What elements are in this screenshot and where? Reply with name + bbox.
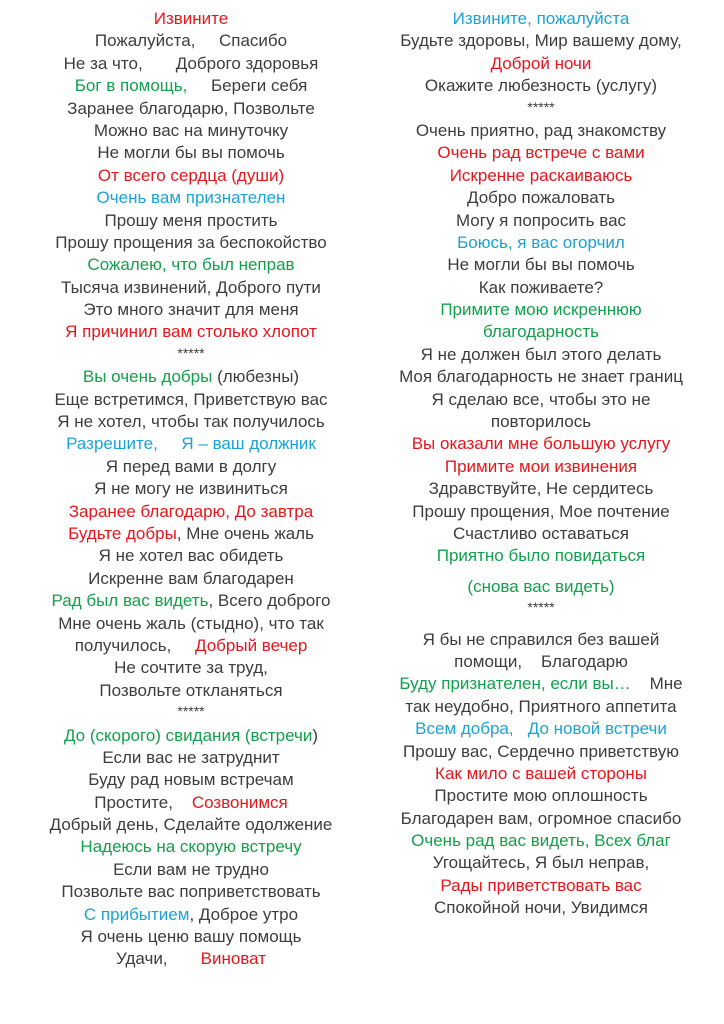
left-phrase-line <box>10 680 372 702</box>
phrase-text: До (скорого) свидания (встречи <box>63 725 313 745</box>
left-phrase-line <box>10 501 372 523</box>
phrase-text: Искренне вам благодарен <box>88 568 294 588</box>
left-phrase-line <box>10 725 372 747</box>
right-phrase-line <box>368 501 714 523</box>
phrase-text: Не за что, Доброго здоровья <box>63 53 319 73</box>
phrase-text: Будьте здоровы, Мир вашему дому, <box>400 31 682 51</box>
right-phrase-line <box>368 651 714 673</box>
left-phrase-line <box>10 792 372 814</box>
right-phrase-line <box>368 696 714 718</box>
left-phrase-line <box>10 366 372 388</box>
phrase-text: От всего сердца (души) <box>97 165 285 185</box>
left-phrase-line <box>10 30 372 52</box>
right-phrase-line <box>368 366 714 388</box>
left-phrase-line <box>10 53 372 75</box>
right-phrase-line <box>368 344 714 366</box>
phrase-text: Это много значит для меня <box>83 300 299 320</box>
right-phrase-line <box>368 523 714 545</box>
phrase-text: Прошу прощения, Мое почтение <box>412 501 670 521</box>
phrase-text: Позвольте откланяться <box>99 680 283 700</box>
right-phrase-line <box>368 456 714 478</box>
left-phrase-line <box>10 254 372 276</box>
phrase-text: Извините <box>153 9 229 28</box>
phrase-text: Прошу вас, Сердечно приветствую <box>403 741 679 761</box>
phrase-text: (снова вас видеть) <box>467 576 615 596</box>
left-phrase-line <box>10 321 372 343</box>
phrase-text: Счастливо оставаться <box>452 523 630 543</box>
right-phrase-line <box>368 8 714 30</box>
phrase-text: Здравствуйте, Не сердитесь <box>428 479 654 499</box>
left-phrase-line <box>10 926 372 948</box>
left-phrase-line <box>10 836 372 858</box>
right-phrase-line <box>368 673 714 695</box>
phrase-text: Я причинил вам столько хлопот <box>65 322 317 342</box>
phrase-text: Доброй ночи <box>490 53 592 73</box>
right-phrase-line <box>368 852 714 874</box>
phrase-text: Спокойной ночи, Увидимся <box>433 898 649 918</box>
left-phrase-line <box>10 747 372 769</box>
left-phrase-line <box>10 277 372 299</box>
right-phrase-line <box>368 433 714 455</box>
section-separator: ***** <box>177 703 205 720</box>
right-phrase-line <box>368 254 714 276</box>
phrase-text: Я очень ценю вашу помощь <box>80 927 302 947</box>
left-phrase-line <box>10 590 372 612</box>
phrase-text: Еще встретимся, Приветствую вас <box>54 389 328 409</box>
phrase-text: Рады приветствовать вас <box>440 875 642 895</box>
phrase-text: (любезны) <box>212 367 300 387</box>
right-phrase-line <box>368 210 714 232</box>
right-phrase-line <box>368 763 714 785</box>
phrase-text: Моя благодарность не знает границ <box>399 367 683 387</box>
left-phrase-line <box>10 635 372 657</box>
phrase-text: Я не хотел, чтобы так получилось <box>57 412 325 432</box>
phrase-text: Простите мою оплошность <box>434 786 648 806</box>
phrase-text: Пожалуйста, Спасибо <box>94 31 288 51</box>
right-phrase-line <box>368 142 714 164</box>
left-phrase-line <box>10 881 372 903</box>
phrase-text: Будьте добры <box>68 523 177 543</box>
left-phrase-line <box>10 433 372 455</box>
phrase-text: Виноват <box>200 949 266 969</box>
phrase-text: Я не могу не извиниться <box>94 479 288 499</box>
phrase-text: Заранее благодарю, До завтра <box>68 501 314 521</box>
right-phrase-line <box>368 277 714 299</box>
left-phrase-line <box>10 769 372 791</box>
phrase-text: получилось, <box>74 635 196 655</box>
phrase-text: Вы оказали мне большую услугу <box>411 434 671 454</box>
phrase-text: Добрый вечер <box>195 635 308 655</box>
phrase-text: Простите, <box>94 792 192 812</box>
left-phrase-line <box>10 232 372 254</box>
phrase-text: Как поживаете? <box>478 277 604 297</box>
phrase-text: Примите мои извинения <box>444 456 638 476</box>
phrase-text: Очень приятно, рад знакомству <box>415 120 667 140</box>
left-phrase-line <box>10 142 372 164</box>
phrase-text: Благодарен вам, огромное спасибо <box>400 808 682 828</box>
phrase-text: Мне <box>630 674 683 694</box>
phrase-text: , Доброе утро <box>189 904 299 924</box>
right-column <box>368 8 714 920</box>
right-phrase-line <box>368 830 714 852</box>
phrase-text: Буду признателен, если вы… <box>399 674 631 694</box>
phrase-text: Примите мою искреннюю <box>440 300 642 320</box>
phrase-text: Рад был вас видеть <box>51 591 209 611</box>
left-phrase-line <box>10 299 372 321</box>
phrase-text: Тысяча извинений, Доброго пути <box>61 277 321 297</box>
phrase-text: Извините, пожалуйста <box>452 9 630 28</box>
phrase-text: ) <box>312 725 319 745</box>
phrase-text: Можно вас на минуточку <box>93 120 289 140</box>
right-phrase-line <box>368 897 714 919</box>
right-phrase-line <box>368 785 714 807</box>
phrase-text: Добрый день, Сделайте одолжение <box>49 815 333 835</box>
phrase-text: , Всего доброго <box>208 591 331 611</box>
phrase-text: Я не хотел вас обидеть <box>98 546 284 566</box>
phrase-text: Заранее благодарю, Позвольте <box>67 98 315 118</box>
phrase-text: так неудобно, Приятного аппетита <box>405 696 677 716</box>
left-phrase-line <box>10 120 372 142</box>
phrase-text: Очень вам признателен <box>96 188 286 208</box>
left-phrase-line <box>10 187 372 209</box>
phrase-text: помощи, Благодарю <box>454 651 628 671</box>
phrase-text: Я бы не справился без вашей <box>422 629 660 649</box>
section-separator: ***** <box>527 599 555 616</box>
left-phrase-line <box>10 165 372 187</box>
phrase-text: Бог в помощь, <box>74 76 188 96</box>
right-phrase-line <box>368 875 714 897</box>
right-phrase-line <box>368 576 714 598</box>
phrase-text: Я перед вами в долгу <box>105 456 277 476</box>
phrase-text: Прошу меня простить <box>104 210 278 230</box>
left-phrase-line <box>10 657 372 679</box>
phrase-text: Угощайтесь, Я был неправ, <box>432 853 650 873</box>
section-separator: ***** <box>177 344 205 361</box>
phrase-text: , Мне очень жаль <box>176 523 314 543</box>
left-phrase-line <box>10 98 372 120</box>
phrase-text: Сожалею, что был неправ <box>87 255 295 275</box>
phrase-text: Всем добра, До новой встречи <box>415 719 667 739</box>
left-column <box>10 8 372 971</box>
left-phrase-line <box>10 523 372 545</box>
right-phrase-line <box>368 411 714 433</box>
left-phrase-line <box>10 859 372 881</box>
phrase-text: Не могли бы вы помочь <box>97 143 285 163</box>
phrase-text: Буду рад новым встречам <box>88 770 294 790</box>
right-phrase-line <box>368 545 714 567</box>
phrase-text: Береги себя <box>187 76 308 96</box>
phrase-text: Искренне раскаиваюсь <box>449 165 633 185</box>
phrase-text: Удачи, <box>115 949 201 969</box>
left-phrase-line <box>10 75 372 97</box>
right-phrase-line <box>368 75 714 97</box>
right-phrase-line <box>368 629 714 651</box>
phrase-text: Не могли бы вы помочь <box>447 255 635 275</box>
right-phrase-line <box>368 321 714 343</box>
left-phrase-line <box>10 948 372 970</box>
left-phrase-line <box>10 814 372 836</box>
phrase-text: Могу я попросить вас <box>455 210 627 230</box>
phrase-text: Если вам не трудно <box>113 859 269 879</box>
right-phrase-line <box>368 120 714 142</box>
left-phrase-line <box>10 904 372 926</box>
phrase-text: Позвольте вас поприветствовать <box>61 882 321 902</box>
phrase-text: Боюсь, я вас огорчил <box>457 232 625 252</box>
phrase-text: повторилось <box>490 412 592 432</box>
left-phrase-line <box>10 456 372 478</box>
right-phrase-line <box>368 165 714 187</box>
phrase-text: Если вас не затруднит <box>102 747 280 767</box>
right-phrase-line <box>368 30 714 52</box>
right-phrase-line <box>368 478 714 500</box>
phrase-text: Прошу прощения за беспокойство <box>55 232 327 252</box>
left-phrase-line <box>10 210 372 232</box>
phrase-text: Не сочтите за труд, <box>114 658 268 678</box>
left-phrase-line <box>10 478 372 500</box>
phrase-text: благодарность <box>482 322 600 342</box>
phrase-text: Как мило с вашей стороны <box>435 763 647 783</box>
phrase-text: С прибытием <box>83 904 190 924</box>
left-phrase-line <box>10 8 372 30</box>
left-phrase-line <box>10 545 372 567</box>
phrase-text: Я не должен был этого делать <box>420 344 662 364</box>
left-phrase-line <box>10 411 372 433</box>
left-phrase-line <box>10 389 372 411</box>
right-phrase-line <box>368 187 714 209</box>
phrase-text: Вы очень добры <box>82 367 213 387</box>
phrase-text: Добро пожаловать <box>467 188 615 208</box>
phrase-text: Я сделаю все, чтобы это не <box>431 389 651 409</box>
right-phrase-line <box>368 389 714 411</box>
phrase-text: Созвонимся <box>191 792 288 812</box>
right-phrase-line <box>368 299 714 321</box>
right-phrase-line <box>368 718 714 740</box>
right-phrase-line <box>368 741 714 763</box>
phrase-text: Очень рад вас видеть, Всех благ <box>411 831 671 851</box>
right-phrase-line <box>368 808 714 830</box>
right-phrase-line <box>368 232 714 254</box>
phrase-text: Мне очень жаль (стыдно), что так <box>58 613 324 633</box>
phrase-text: Очень рад встрече с вами <box>437 143 645 163</box>
right-phrase-line <box>368 53 714 75</box>
left-phrase-line <box>10 568 372 590</box>
phrase-text: Окажите любезность (услугу) <box>424 76 658 96</box>
section-separator: ***** <box>527 98 555 115</box>
phrase-text: Приятно было повидаться <box>436 546 646 566</box>
phrase-text: Надеюсь на скорую встречу <box>80 837 302 857</box>
left-phrase-line <box>10 613 372 635</box>
phrase-text: Разрешите, Я – ваш должник <box>66 434 316 454</box>
